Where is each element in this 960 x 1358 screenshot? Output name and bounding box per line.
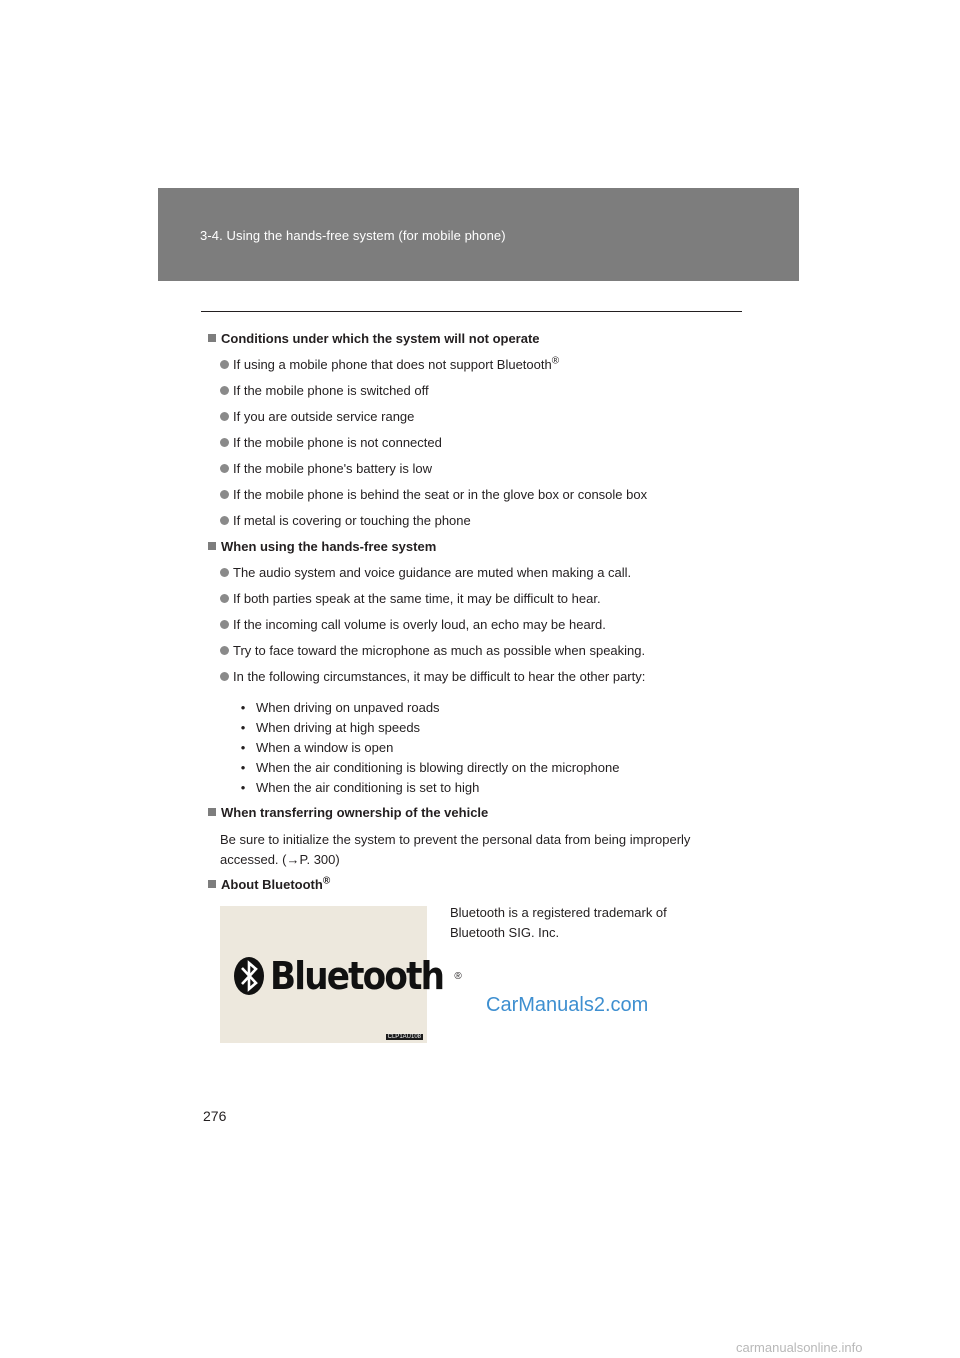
- bluetooth-logo-image: [220, 906, 462, 1043]
- square-bullet-icon: [208, 542, 216, 550]
- bullet-dot-icon: [220, 464, 229, 473]
- bluetooth-wordmark: Bluetooth: [270, 954, 444, 998]
- bullet-dot-icon: [220, 568, 229, 577]
- image-code: CLP1AU108: [387, 1034, 421, 1040]
- list-item: If the mobile phone is switched off: [220, 382, 768, 408]
- middle-dot-icon: •: [240, 740, 246, 755]
- section-header-band: [158, 188, 799, 281]
- divider-rule: [201, 311, 742, 312]
- middle-dot-icon: •: [240, 720, 246, 735]
- list-item: If both parties speak at the same time, it may be difficult to hear.: [220, 590, 768, 616]
- manual-content: [208, 330, 768, 902]
- bluetooth-caption: Bluetooth is a registered trademark of Bluetooth SIG. Inc.: [450, 905, 667, 940]
- bullet-dot-icon: [220, 594, 229, 603]
- bullet-dot-icon: [220, 646, 229, 655]
- list-item: If the incoming call volume is overly loud, an echo may be heard.: [220, 616, 768, 642]
- middle-dot-icon: •: [240, 700, 246, 715]
- carmanuals-watermark: CarManuals2.com: [486, 994, 649, 1016]
- bullet-dot-icon: [220, 386, 229, 395]
- ownership-paragraph: Be sure to initialize the system to prevent the personal data from being improperly accessed. (→P. 300): [220, 832, 691, 867]
- bullet-dot-icon: [220, 438, 229, 447]
- heading-hands-free: When using the hands-free system: [208, 538, 768, 564]
- section-title: 3-4. Using the hands-free system (for mobile phone): [200, 228, 506, 243]
- list-item: If metal is covering or touching the phone: [220, 512, 768, 538]
- registered-mark: ®: [551, 355, 560, 367]
- list-item: • When a window is open: [238, 738, 768, 758]
- square-bullet-icon: [208, 880, 216, 888]
- list-item: If you are outside service range: [220, 408, 768, 434]
- list-item: • When driving at high speeds: [238, 718, 768, 738]
- list-item: If the mobile phone is not connected: [220, 434, 768, 460]
- list-item: Try to face toward the microphone as much as possible when speaking.: [220, 642, 768, 668]
- logo-registered-mark: ®: [454, 970, 462, 982]
- footer-watermark: carmanualsonline.info: [736, 1340, 863, 1355]
- bullet-dot-icon: [220, 360, 229, 369]
- middle-dot-icon: •: [240, 780, 246, 795]
- bullet-dot-icon: [220, 412, 229, 421]
- heading-about-bluetooth: About Bluetooth®: [208, 876, 768, 902]
- middle-dot-icon: •: [240, 760, 246, 775]
- bullet-dot-icon: [220, 672, 229, 681]
- list-item: If the mobile phone's battery is low: [220, 460, 768, 486]
- heading-ownership: When transferring ownership of the vehicle: [208, 804, 768, 830]
- circumstances-list: [238, 698, 768, 798]
- bullet-dot-icon: [220, 516, 229, 525]
- page-number: 276: [203, 1108, 227, 1124]
- square-bullet-icon: [208, 334, 216, 342]
- page-reference-link[interactable]: accessed. (→P. 300): [220, 852, 340, 867]
- list-item: In the following circumstances, it may be difficult to hear the other party:: [220, 668, 768, 694]
- bullet-dot-icon: [220, 620, 229, 629]
- registered-mark: ®: [322, 875, 331, 887]
- square-bullet-icon: [208, 808, 216, 816]
- heading-conditions: Conditions under which the system will not operate: [208, 330, 768, 356]
- list-item: • When the air conditioning is set to high: [238, 778, 768, 798]
- list-item: The audio system and voice guidance are muted when making a call.: [220, 564, 768, 590]
- list-item: • When the air conditioning is blowing directly on the microphone: [238, 758, 768, 778]
- bluetooth-icon: [232, 956, 266, 996]
- list-item: If the mobile phone is behind the seat or in the glove box or console box: [220, 486, 768, 512]
- list-item: If using a mobile phone that does not support Bluetooth®: [220, 356, 768, 382]
- list-item: • When driving on unpaved roads: [238, 698, 768, 718]
- bullet-dot-icon: [220, 490, 229, 499]
